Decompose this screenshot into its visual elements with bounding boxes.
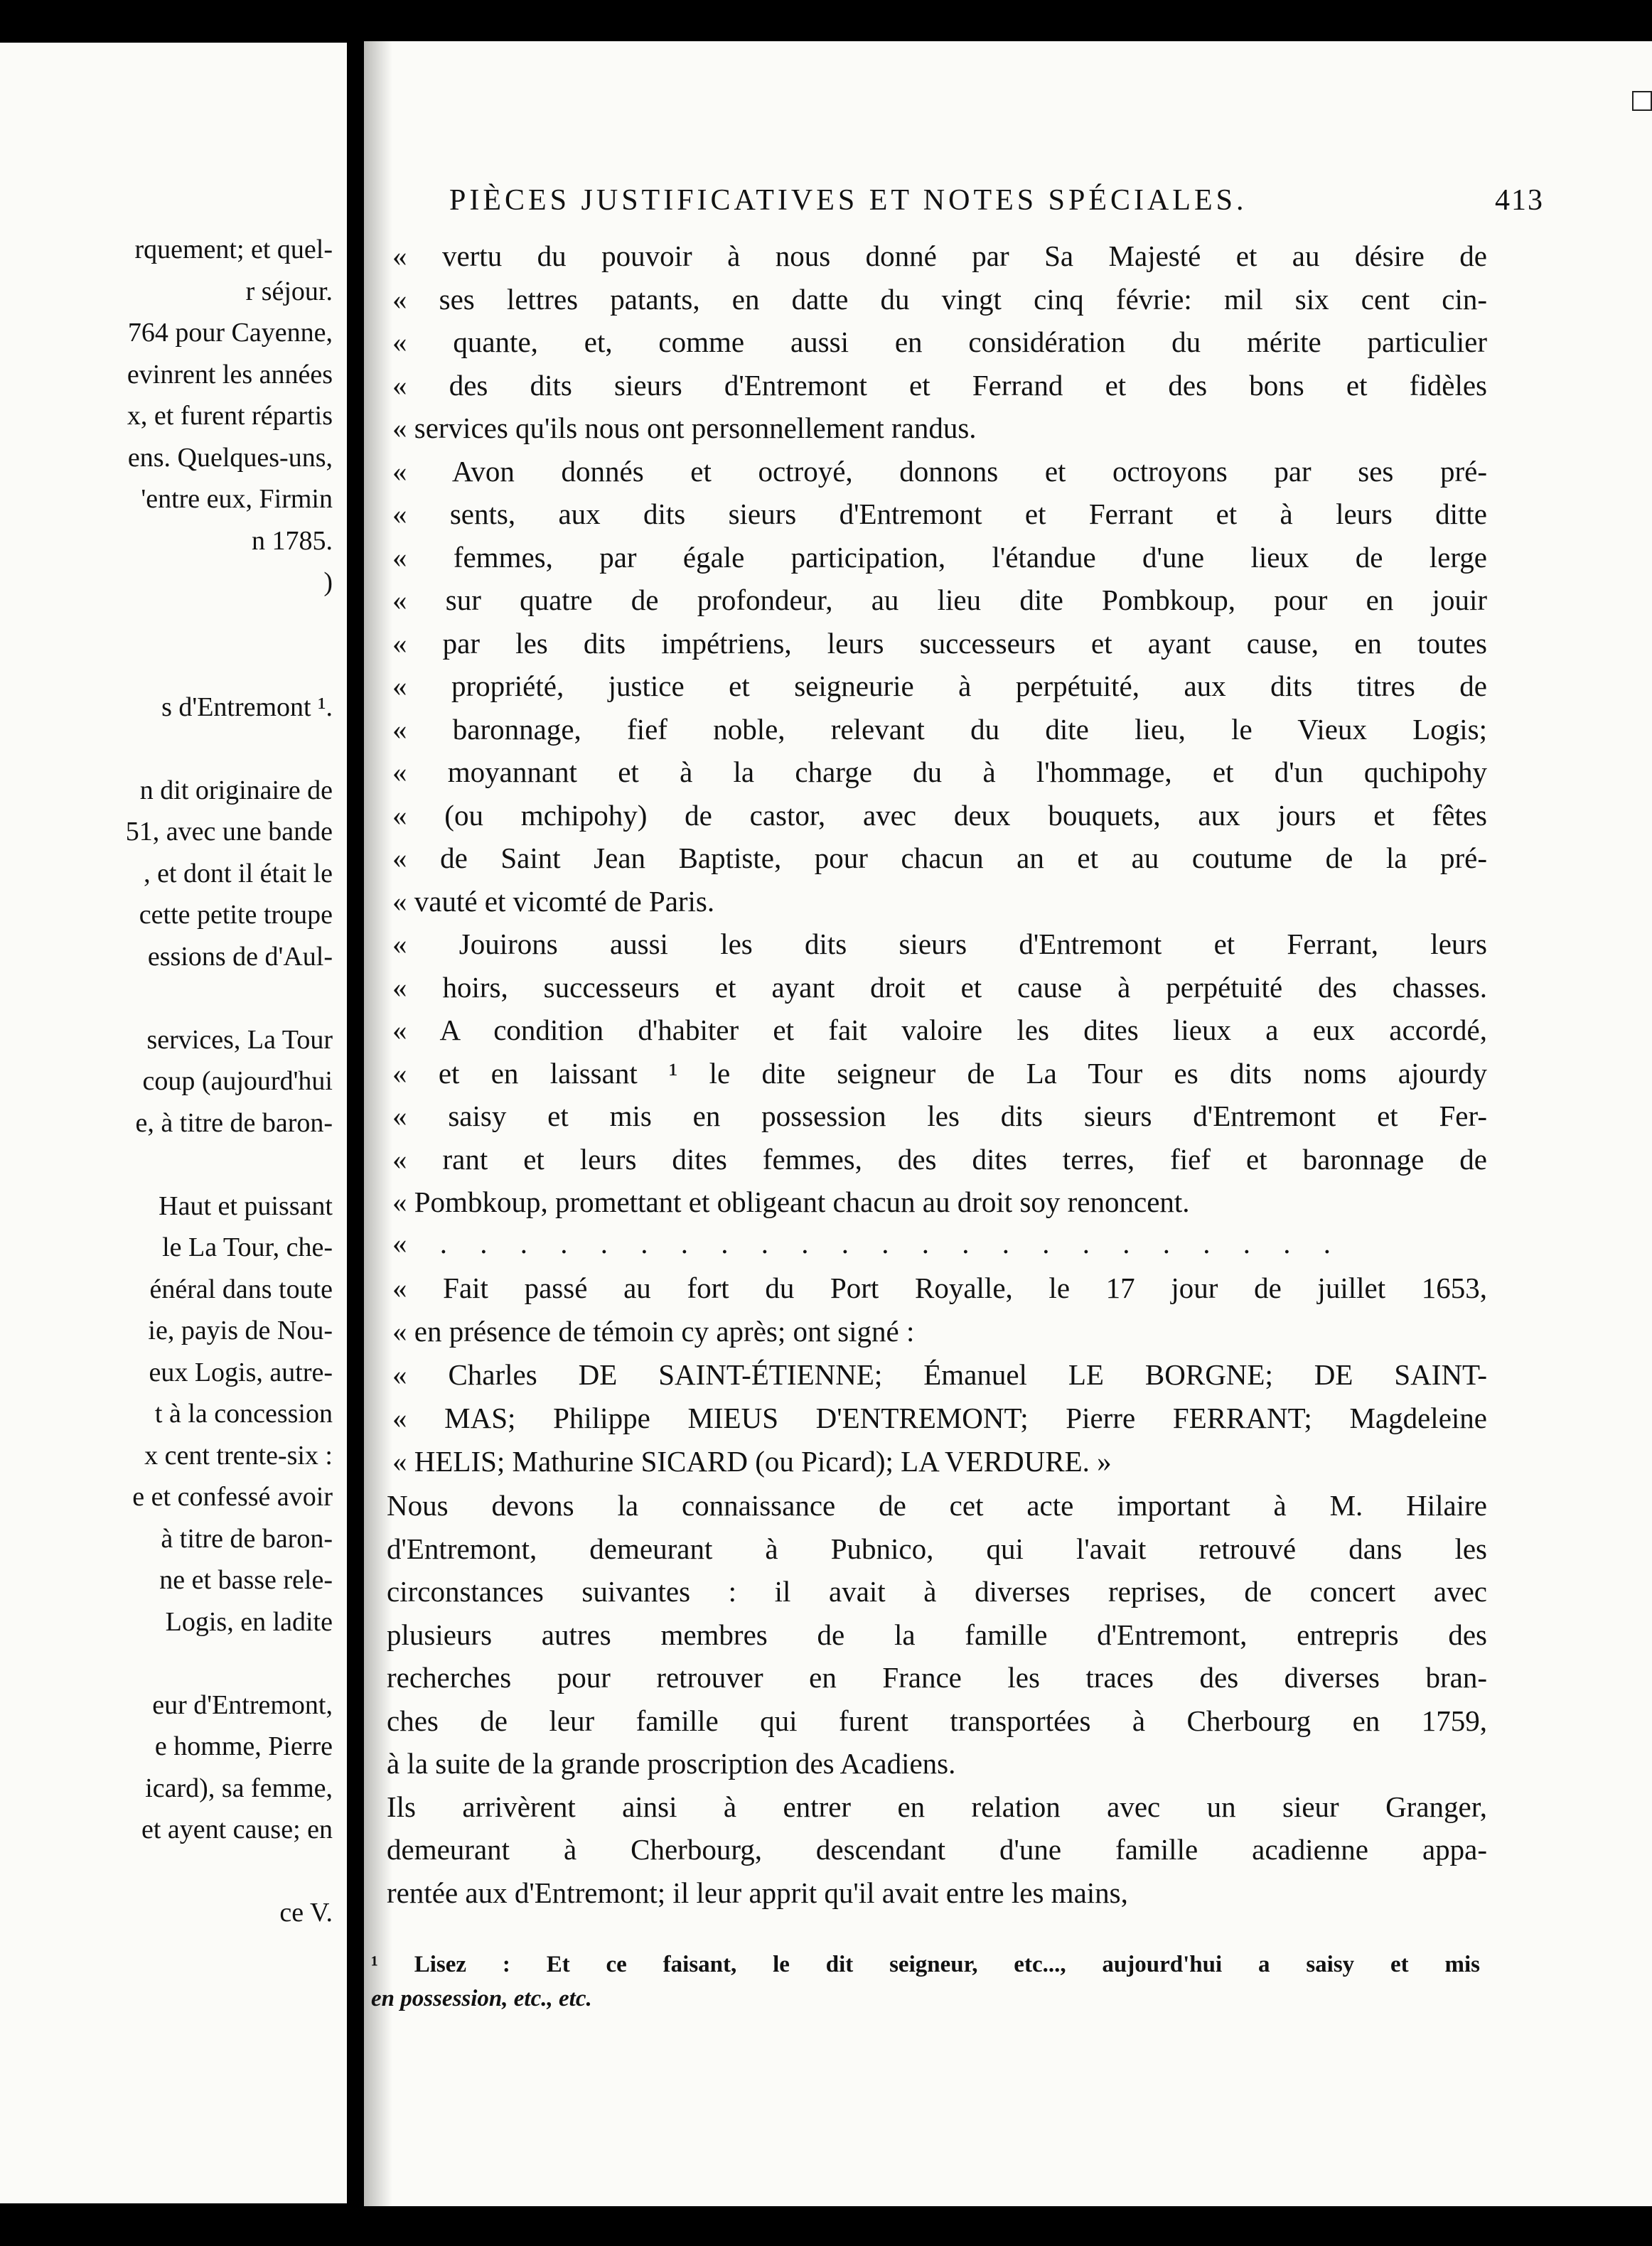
page-number: 413 [1495, 184, 1544, 217]
text-line: Nous devons la connaissance de cet acte important à M. Hilaire [387, 1489, 1487, 1522]
text-line: « ses lettres patants, en datte du vingt cinq févrie: mil six cent cin- [392, 282, 1487, 316]
text-line: ens. Quelques-uns, [127, 442, 333, 473]
text-line: , et dont il était le [144, 858, 333, 888]
text-line: « et en laissant ¹ le dite seigneur de La Tour es dits noms ajourdy [392, 1056, 1487, 1090]
text-line: « vauté et vicomté de Paris. [392, 884, 715, 918]
text-line: « quante, et, comme aussi en considération du mérite particulier [392, 326, 1487, 358]
text-line: Ils arrivèrent ainsi à entrer en relation avec un sieur Granger, [387, 1790, 1487, 1823]
text-line: « Jouirons aussi les dits sieurs d'Entremont et Ferrant, leurs [392, 928, 1487, 960]
text-line: « moyannant et à la charge du à l'hommage, et d'un quchipohy [392, 756, 1487, 788]
text-line: ¹ Lisez : Et ce faisant, le dit seigneur, etc..., aujourd'hui a saisy et mis [371, 1952, 1480, 1977]
text-line: « de Saint Jean Baptiste, pour chacun an et au coutume de la pré- [392, 842, 1487, 874]
text-line: « baronnage, fief noble, relevant du dite lieu, le Vieux Logis; [392, 712, 1487, 746]
text-line: 764 pour Cayenne, [127, 318, 333, 348]
text-line: n 1785. [252, 525, 333, 556]
text-line: evinrent les années [127, 359, 333, 389]
text-line: en possession, etc., etc. [371, 1986, 592, 2011]
text-line: « services qu'ils nous ont personnellement randus. [392, 412, 977, 444]
text-line: énéral dans toute [149, 1274, 333, 1304]
text-line: « MAS; Philippe MIEUS D'ENTREMONT; Pierre FERRANT; Magdeleine [392, 1402, 1487, 1434]
text-line: « hoirs, successeurs et ayant droit et cause à perpétuité des chasses. [392, 970, 1487, 1004]
running-header [449, 183, 1544, 217]
text-line: icard), sa femme, [145, 1773, 333, 1803]
text-line: plusieurs autres membres de la famille d'Entremont, entrepris des [387, 1618, 1487, 1651]
text-line: « Pombkoup, promettant et obligeant chacun au droit soy renoncent. [392, 1186, 1190, 1218]
text-line: 'entre eux, Firmin [141, 484, 333, 514]
text-line: « rant et leurs dites femmes, des dites terres, fief et baronnage de [392, 1142, 1487, 1176]
text-line: s d'Entremont ¹. [161, 692, 333, 722]
text-line: « HELIS; Mathurine SICARD (ou Picard); LA VERDURE. » [392, 1445, 1112, 1478]
text-line: d'Entremont, demeurant à Pubnico, qui l'avait retrouvé dans les [387, 1532, 1487, 1565]
text-line: e, à titre de baron- [135, 1107, 333, 1138]
text-line: le La Tour, che- [162, 1232, 333, 1262]
text-line: rquement; et quel- [134, 235, 333, 264]
text-line: 51, avec une bande [125, 817, 333, 847]
text-line: services, La Tour [146, 1024, 333, 1055]
text-line: r séjour. [245, 276, 333, 306]
text-line: à la suite de la grande proscription des Acadiens. [387, 1747, 956, 1780]
text-line: e et confessé avoir [132, 1482, 333, 1512]
text-line: « par les dits impétriens, leurs successeurs et ayant cause, en toutes [392, 626, 1487, 660]
text-line: ce V. [279, 1898, 333, 1928]
text-line: « Fait passé au fort du Port Royalle, le 17 jour de juillet 1653, [392, 1272, 1487, 1304]
text-line: « vertu du pouvoir à nous donné par Sa Majesté et au désire de [392, 240, 1487, 272]
text-line: ches de leur famille qui furent transportées à Cherbourg en 1759, [387, 1704, 1487, 1737]
text-line: circonstances suivantes : il avait à diverses reprises, de concert avec [387, 1575, 1487, 1608]
text-line: « des dits sieurs d'Entremont et Ferrand et des bons et fidèles [392, 368, 1487, 402]
text-line: ne et basse rele- [159, 1565, 333, 1595]
text-line: n dit originaire de [139, 775, 333, 805]
text-line: x, et furent répartis [127, 401, 333, 431]
text-line: e homme, Pierre [154, 1731, 333, 1761]
text-line: « sur quatre de profondeur, au lieu dite Pombkoup, pour en jouir [392, 584, 1487, 616]
text-line: coup (aujourd'hui [142, 1066, 333, 1096]
left-page [0, 43, 347, 2203]
text-line: recherches pour retrouver en France les traces des diverses bran- [387, 1661, 1487, 1694]
text-line: « Avon donnés et octroyé, donnons et octroyons par ses pré- [392, 454, 1487, 488]
text-line: « Charles DE SAINT-ÉTIENNE; Émanuel LE BORGNE; DE SAINT- [392, 1358, 1487, 1391]
text-line: à titre de baron- [161, 1523, 333, 1554]
text-line: Logis, en ladite [165, 1606, 333, 1637]
text-line: rentée aux d'Entremont; il leur apprit qu'il avait entre les mains, [387, 1876, 1128, 1909]
text-line: cette petite troupe [139, 900, 333, 930]
page-corner-marker [1632, 91, 1652, 111]
text-line: eur d'Entremont, [152, 1689, 333, 1720]
text-line: essions de d'Aul- [147, 941, 333, 972]
ellipsis-line: « . . . . . . . . . . . . . . . . . . . . . . . [392, 1227, 1343, 1259]
running-header-title: PIÈCES JUSTIFICATIVES ET NOTES SPÉCIALES. [449, 184, 1248, 217]
text-line: eux Logis, autre- [149, 1357, 333, 1387]
text-line: « sents, aux dits sieurs d'Entremont et Ferrant et à leurs ditte [392, 498, 1487, 530]
text-line: x cent trente-six : [144, 1440, 333, 1471]
text-line: et ayent cause; en [141, 1815, 333, 1844]
text-line: « saisy et mis en possession les dits sieurs d'Entremont et Fer- [392, 1100, 1487, 1132]
text-line: ie, payis de Nou- [148, 1316, 333, 1345]
text-line: « propriété, justice et seigneurie à perpétuité, aux dits titres de [392, 670, 1487, 702]
text-line: t à la concession [154, 1399, 333, 1429]
text-line: « en présence de témoin cy après; ont signé : [392, 1315, 915, 1348]
text-line: « A condition d'habiter et fait valoire les dites lieux a eux accordé, [392, 1014, 1487, 1046]
text-line: demeurant à Cherbourg, descendant d'une famille acadienne appa- [387, 1833, 1487, 1866]
text-line: « (ou mchipohy) de castor, avec deux bouquets, aux jours et fêtes [392, 798, 1487, 832]
right-page [364, 41, 1652, 2206]
text-line: « femmes, par égale participation, l'étandue d'une lieux de lerge [392, 540, 1487, 574]
text-line: Haut et puissant [159, 1191, 333, 1221]
text-line: ) [323, 567, 333, 597]
